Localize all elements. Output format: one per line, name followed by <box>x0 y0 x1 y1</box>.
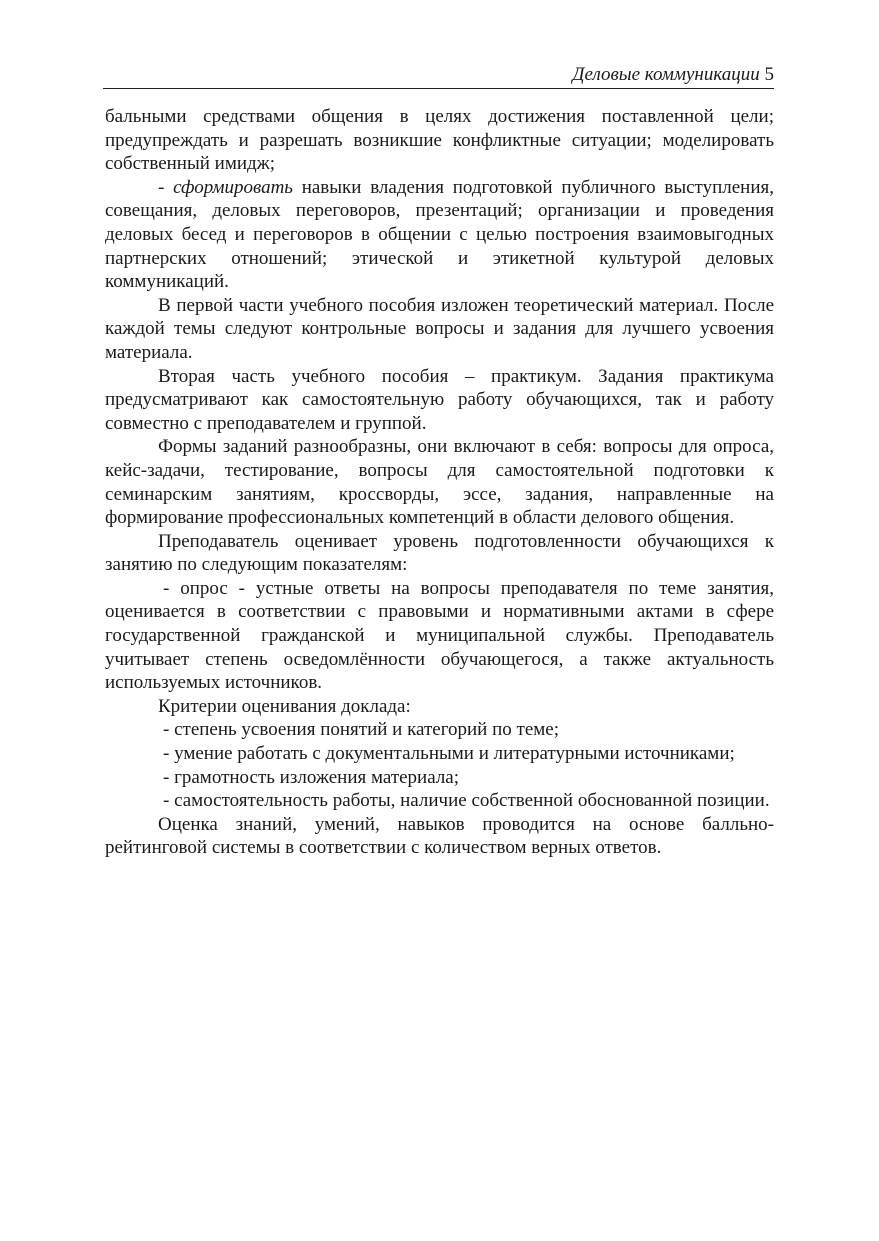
list-item-survey: - опрос - устные ответы на вопросы преподавателя по теме занятия, оценивается в соответствии с правовыми и нормативными актами в сфере государственной гражданской и муниципальной службы. Преподаватель учитывает степень осведомлённости обучающегося, а также актуальность используемых источников. <box>105 577 774 694</box>
paragraph-text: навыки владения подготовкой публичного выступления, совещания, деловых переговоров, презентаций; организации и проведения деловых бесед и переговоров в общении с целью построения взаимовыгодных партнерских отношений; этической и этикетной культурой деловых коммуникаций. <box>105 176 774 293</box>
paragraph-part-one: В первой части учебного пособия изложен теоретический материал. После каждой темы следуют контрольные вопросы и задания для лучшего усвоения материала. <box>105 294 774 363</box>
paragraph-formulate-skills <box>105 176 774 294</box>
list-item-literacy: - грамотность изложения материала; <box>163 766 460 788</box>
list-item-sources: - умение работать с документальными и литературными источниками; <box>163 743 735 765</box>
list-item-concepts: - степень усвоения понятий и категорий по теме; <box>163 719 559 741</box>
header-title: Деловые коммуникации <box>572 64 760 85</box>
list-dash: - <box>158 176 174 198</box>
paragraph-task-forms: Формы заданий разнообразны, они включают в себя: вопросы для опроса, кейс-задачи, тестирование, вопросы для самостоятельной подготовки к семинарским занятиям, кроссворды, эссе, задания, направленные на формирование профессиональных компетенций в области делового общения. <box>105 436 774 529</box>
paragraph-teacher-evaluates: Преподаватель оценивает уровень подготовленности обучающихся к занятию по следующим показателям: <box>105 530 774 576</box>
paragraph-part-two: Вторая часть учебного пособия – практикум. Задания практикума предусматривают как самостоятельную работу обучающихся, так и работу совместно с преподавателем и группой. <box>105 365 774 434</box>
page-body <box>105 105 774 860</box>
emphasized-term: сформировать <box>173 176 293 198</box>
paragraph-report-criteria: Критерии оценивания доклада: <box>158 695 411 717</box>
paragraph-assessment: Оценка знаний, умений, навыков проводится на основе балльно-рейтинговой системы в соответствии с количеством верных ответов. <box>105 813 774 859</box>
running-header <box>103 62 774 89</box>
page-number: 5 <box>764 64 774 85</box>
list-item-independence: - самостоятельность работы, наличие собственной обоснованной позиции. <box>163 790 770 812</box>
paragraph-continuation: бальными средствами общения в целях достижения поставленной цели; предупреждать и разрешать возникшие конфликтные ситуации; моделировать собственный имидж; <box>105 106 774 175</box>
